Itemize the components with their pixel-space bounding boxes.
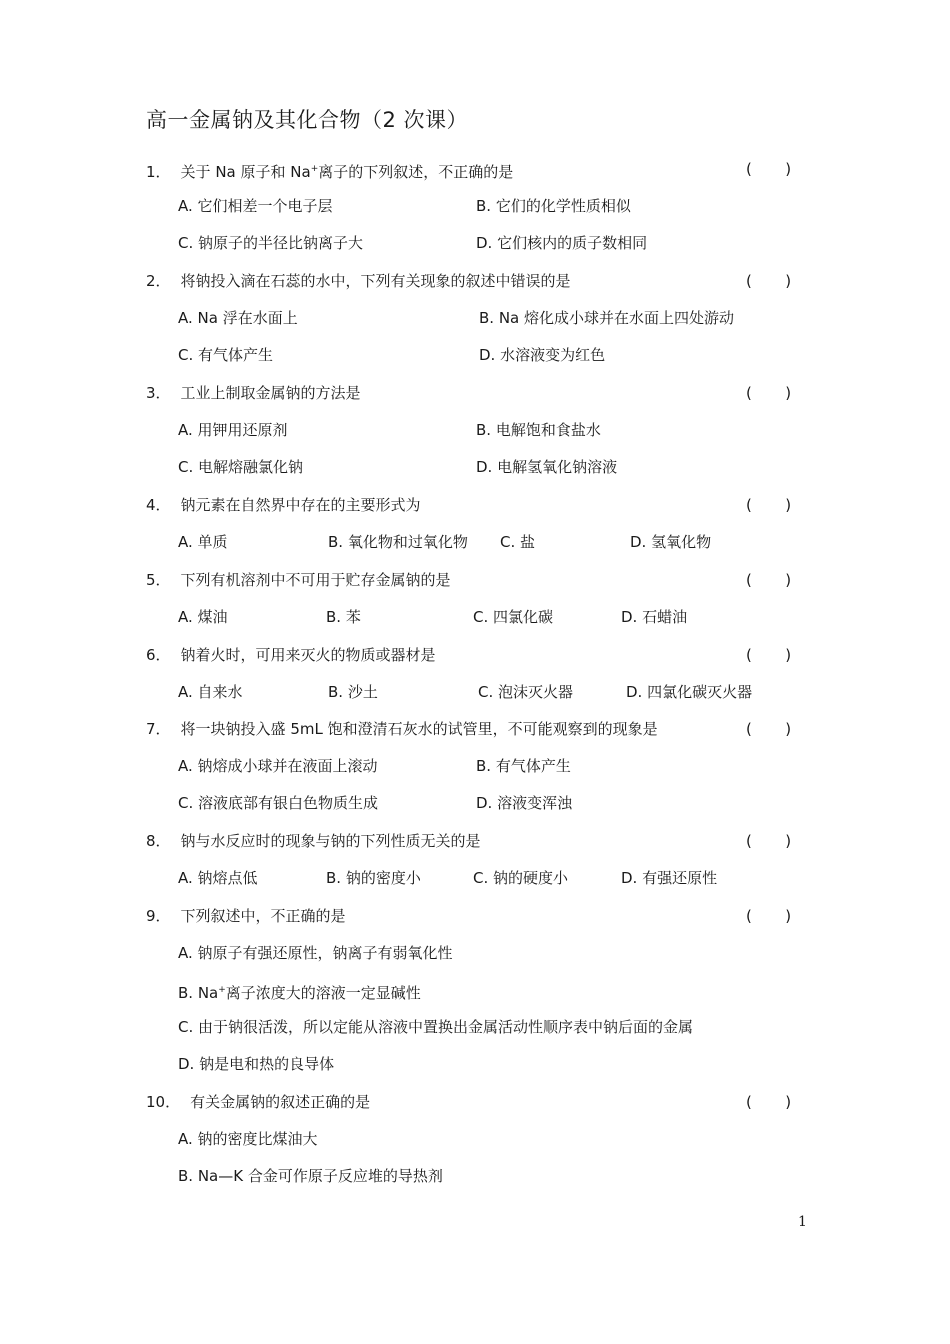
option-a: A. Na 浮在水面上 [178,309,298,327]
question-1 [146,158,513,180]
option-b: B. 苯 [326,608,361,626]
answer-blank: ( ) [746,496,792,514]
option-d: D. 溶液变浑浊 [476,794,573,812]
question-7 [146,718,658,740]
option-b-text-cont: 离子浓度大的溶液一定显碱性 [225,984,421,1002]
option-c: C. 溶液底部有银白色物质生成 [178,794,379,812]
option-d: D. 石蜡油 [621,608,688,626]
answer-blank: ( ) [746,832,792,850]
option-c: C. 四氯化碳 [473,608,554,626]
question-number: 6． [146,646,171,664]
option-a: A. 钠的密度比煤油大 [178,1130,318,1148]
answer-blank: ( ) [746,720,792,738]
option-a: A. 钠原子有强还原性，钠离子有弱氧化性 [178,944,453,962]
question-4 [146,494,421,516]
question-text: 钠元素在自然界中存在的主要形式为 [180,496,421,514]
option-b: B. Na—K 合金可作原子反应堆的导热剂 [178,1167,443,1185]
option-a: A. 用钾用还原剂 [178,421,288,439]
answer-blank: ( ) [746,1093,792,1111]
option-d: D. 有强还原性 [621,869,718,887]
option-b: B. 它们的化学性质相似 [476,197,631,215]
question-text: 有关金属钠的叙述正确的是 [190,1093,371,1111]
option-c: C. 盐 [500,533,536,551]
answer-blank: ( ) [746,160,792,178]
option-b-text: B. Na [178,984,219,1002]
answer-blank: ( ) [746,907,792,925]
option-d: D. 四氯化碳灭火器 [626,683,753,701]
question-text: 将钠投入滴在石蕊的水中，下列有关现象的叙述中错误的是 [180,272,571,290]
option-a: A. 钠熔点低 [178,869,258,887]
question-8 [146,830,481,852]
answer-blank: ( ) [746,272,792,290]
option-b: B. 电解饱和食盐水 [476,421,601,439]
option-a: A. 自来水 [178,683,243,701]
question-9 [146,905,346,927]
answer-blank: ( ) [746,384,792,402]
superscript: + [310,164,319,174]
question-number: 9． [146,907,171,925]
option-b: B. 钠的密度小 [326,869,421,887]
question-text: 钠着火时，可用来灭火的物质或器材是 [180,646,436,664]
option-c: C. 由于钠很活泼，所以定能从溶液中置换出金属活动性顺序表中钠后面的金属 [178,1018,694,1036]
question-number: 5． [146,571,171,589]
option-d: D. 电解氢氧化钠溶液 [476,458,618,476]
question-text: 钠与水反应时的现象与钠的下列性质无关的是 [180,832,481,850]
question-number: 2． [146,272,171,290]
option-a: A. 钠熔成小球并在液面上滚动 [178,757,378,775]
answer-blank: ( ) [746,571,792,589]
option-d: D. 它们核内的质子数相同 [476,234,648,252]
question-text: 下列叙述中，不正确的是 [180,907,346,925]
question-number: 10． [146,1093,181,1111]
option-a: A. 它们相差一个电子层 [178,197,333,215]
option-a: A. 煤油 [178,608,228,626]
page-number: 1 [798,1214,807,1230]
answer-blank: ( ) [746,646,792,664]
question-text: 关于 Na 原子和 Na [180,163,311,181]
question-10 [146,1091,370,1113]
option-d: D. 水溶液变为红色 [479,346,606,364]
option-a: A. 单质 [178,533,228,551]
question-text: 工业上制取金属钠的方法是 [180,384,361,402]
question-number: 4． [146,496,171,514]
question-number: 7． [146,720,171,738]
question-text: 将一块钠投入盛 5mL 饱和澄清石灰水的试管里，不可能观察到的现象是 [180,720,658,738]
page-title: 高一金属钠及其化合物（2 次课） [146,108,469,132]
superscript: + [218,985,226,995]
option-c: C. 钠原子的半径比钠离子大 [178,234,364,252]
option-d: D. 钠是电和热的良导体 [178,1055,335,1073]
option-c: C. 泡沫灭火器 [478,683,574,701]
option-c: C. 钠的硬度小 [473,869,569,887]
question-2 [146,270,571,292]
option-c: C. 有气体产生 [178,346,274,364]
option-c: C. 电解熔融氯化钠 [178,458,304,476]
question-3 [146,382,361,404]
option-d: D. 氢氧化物 [630,533,712,551]
option-b: B. 沙土 [328,683,378,701]
option-b [178,979,421,1001]
question-number: 3． [146,384,171,402]
question-6 [146,644,436,666]
option-b: B. Na 熔化成小球并在水面上四处游动 [479,309,735,327]
question-text: 下列有机溶剂中不可用于贮存金属钠的是 [180,571,451,589]
question-5 [146,569,451,591]
question-number: 1． [146,163,171,181]
question-number: 8． [146,832,171,850]
option-b: B. 有气体产生 [476,757,571,775]
question-text-cont: 离子的下列叙述，不正确的是 [318,163,514,181]
option-b: B. 氧化物和过氧化物 [328,533,468,551]
